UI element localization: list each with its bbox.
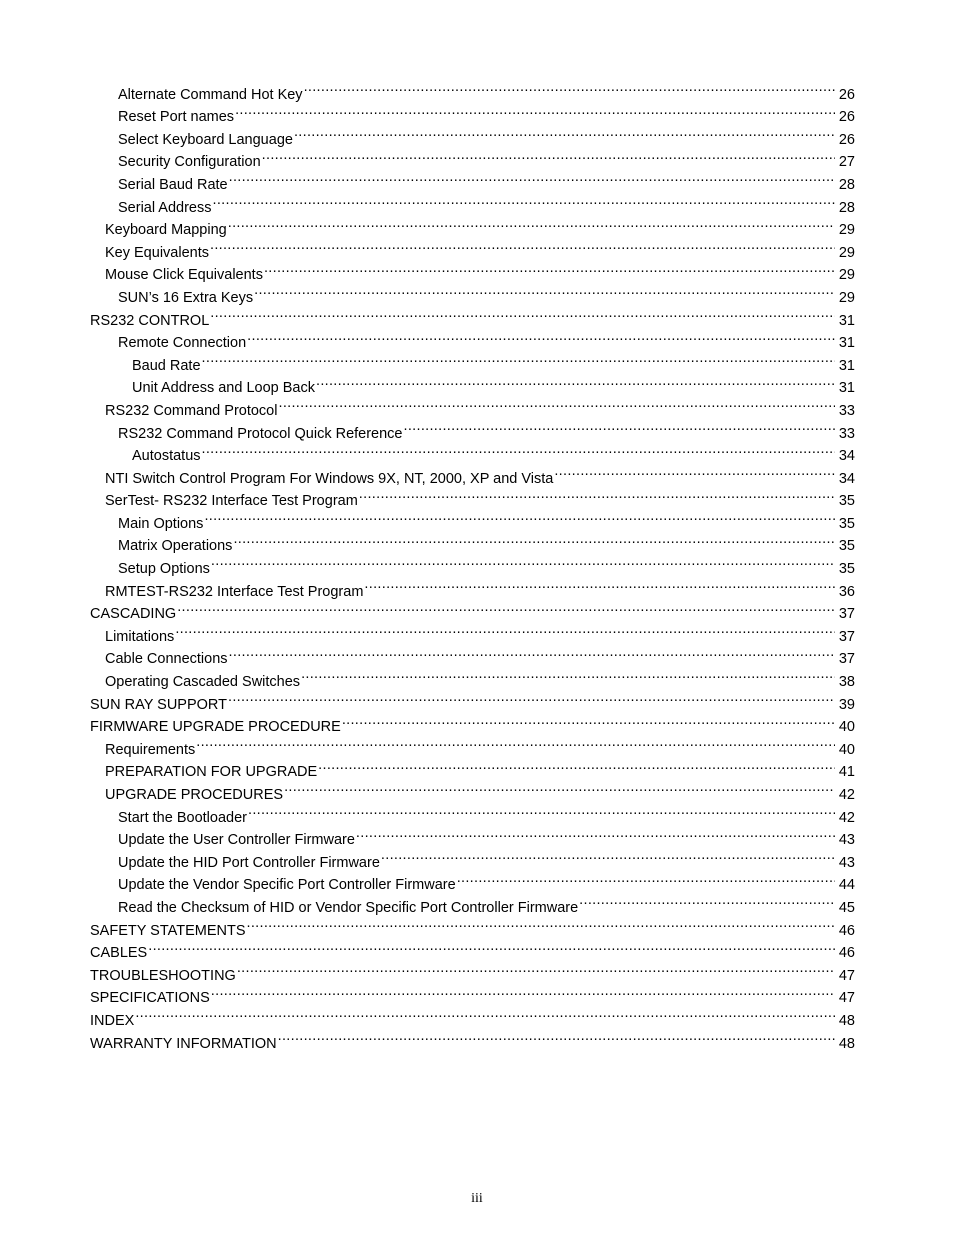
toc-dot-leader [211,550,835,573]
toc-entry-title: Mouse Click Equivalents [105,264,264,287]
toc-entry-page: 48 [838,1012,855,1029]
toc-entry-title: Update the HID Port Controller Firmware [118,852,381,875]
toc-entry[interactable] [0,799,954,826]
toc-entry-title: Main Options [118,513,204,536]
toc-dot-leader [210,302,835,325]
toc-dot-leader [278,392,835,415]
toc-entry-title: Baud Rate [132,355,202,378]
toc-entry[interactable] [0,867,954,894]
toc-dot-leader [196,731,835,754]
toc-dot-leader [247,912,836,935]
toc-entry-title: Keyboard Mapping [105,219,228,242]
toc-dot-leader [237,957,835,980]
toc-entry-title: Update the User Controller Firmware [118,829,356,852]
toc-dot-leader [229,166,835,189]
toc-entry[interactable] [0,754,954,781]
toc-entry-title: Setup Options [118,558,211,581]
toc-dot-leader [248,799,835,822]
toc-entry[interactable] [0,528,954,555]
toc-entry-title: Requirements [105,739,196,762]
toc-entry-page: 29 [838,289,855,306]
toc-entry[interactable] [0,709,954,736]
toc-entry-title: Start the Bootloader [118,807,248,830]
toc-entry-page: 46 [838,922,855,939]
toc-entry[interactable] [0,144,954,171]
toc-dot-leader [213,189,836,212]
toc-entry[interactable] [0,121,954,148]
toc-dot-leader [579,889,835,912]
toc-entry-page: 33 [838,425,855,442]
toc-entry[interactable] [0,889,954,916]
toc-entry-page: 37 [838,651,855,668]
toc-entry-title: TROUBLESHOOTING [90,965,237,988]
toc-entry-title: Cable Connections [105,648,229,671]
toc-entry-page: 29 [838,267,855,284]
toc-entry-page: 36 [838,583,855,600]
toc-entry-page: 37 [838,628,855,645]
toc-dot-leader [175,618,835,641]
toc-dot-leader [228,686,835,709]
toc-entry-title: Unit Address and Loop Back [132,377,316,400]
toc-dot-leader [247,325,835,348]
toc-entry-page: 35 [838,561,855,578]
page-number: iii [471,1191,483,1206]
toc-entry-title: Serial Baud Rate [118,174,229,197]
toc-entry[interactable] [0,641,954,668]
toc-dot-leader [304,76,835,99]
toc-entry[interactable] [0,686,954,713]
toc-dot-leader [284,776,835,799]
toc-entry-title: NTI Switch Control Program For Windows 9X, NT, 2000, XP and Vista [105,468,554,491]
toc-entry[interactable] [0,234,954,261]
toc-entry[interactable] [0,822,954,849]
toc-entry-page: 29 [838,244,855,261]
toc-dot-leader [235,99,835,122]
toc-entry[interactable] [0,99,954,126]
toc-entry-page: 26 [838,131,855,148]
toc-entry[interactable] [0,347,954,374]
toc-entry-page: 39 [838,696,855,713]
toc-dot-leader [404,415,836,438]
toc-dot-leader [204,505,835,528]
toc-dot-leader [318,754,835,777]
toc-entry-page: 43 [838,832,855,849]
toc-entry-title: SUN RAY SUPPORT [90,694,228,717]
toc-dot-leader [254,279,835,302]
toc-entry-page: 42 [838,787,855,803]
toc-entry[interactable] [0,279,954,306]
toc-entry[interactable] [0,76,954,103]
toc-entry-title: RS232 Command Protocol Quick Reference [118,423,404,446]
toc-dot-leader [229,641,835,664]
toc-entry-page: 40 [838,719,855,736]
toc-entry[interactable] [0,325,954,352]
toc-entry-title: Alternate Command Hot Key [118,84,304,107]
toc-entry-title: CABLES [90,942,148,965]
toc-entry[interactable] [0,618,954,645]
toc-entry[interactable] [0,302,954,329]
toc-entry-page: 37 [838,606,855,623]
toc-entry-page: 47 [838,967,855,984]
toc-entry-title: SPECIFICATIONS [90,987,211,1010]
toc-entry-page: 26 [838,109,855,126]
toc-entry[interactable] [0,596,954,623]
toc-entry-title: PREPARATION FOR UPGRADE [105,761,318,784]
toc-entry[interactable] [0,415,954,442]
toc-entry[interactable] [0,980,954,1007]
toc-entry-page: 31 [838,380,855,397]
toc-entry[interactable] [0,731,954,758]
toc-entry-title: Remote Connection [118,332,247,355]
toc-entry[interactable] [0,438,954,465]
toc-entry-title: Autostatus [132,445,202,468]
toc-dot-leader [228,212,835,235]
toc-entry-page: 48 [838,1035,855,1052]
toc-entry-page: 44 [838,877,855,894]
toc-entry-page: 41 [838,764,855,781]
toc-entry-title: Operating Cascaded Switches [105,671,301,694]
toc-entry-page: 35 [838,515,855,532]
toc-entry-page: 28 [838,199,855,216]
toc-entry[interactable] [0,460,954,487]
toc-dot-leader [364,573,835,596]
toc-entry[interactable] [0,957,954,984]
toc-dot-leader [554,460,835,483]
toc-entry-page: 35 [838,493,855,510]
toc-entry[interactable] [0,912,954,939]
toc-dot-leader [356,822,835,845]
toc-entry-title: Reset Port names [118,106,235,129]
toc-entry-page: 26 [838,86,855,103]
toc-entry-page: 43 [838,854,855,871]
toc-entry-title: WARRANTY INFORMATION [90,1033,278,1056]
toc-entry-page: 31 [838,335,855,352]
toc-entry-page: 28 [838,176,855,193]
toc-entry-title: RMTEST-RS232 Interface Test Program [105,581,364,604]
toc-entry-page: 35 [838,538,855,555]
toc-entry-page: 34 [838,470,855,487]
toc-entry-title: Select Keyboard Language [118,129,294,152]
toc-entry-title: Read the Checksum of HID or Vendor Specific Port Controller Firmware [118,897,579,920]
toc-entry-page: 47 [838,990,855,1007]
toc-entry-title: Update the Vendor Specific Port Controller Firmware [118,874,457,897]
toc-entry-page: 27 [838,154,855,171]
toc-dot-leader [359,483,835,506]
toc-entry-title: RS232 CONTROL [90,310,210,333]
toc-entry-title: FIRMWARE UPGRADE PROCEDURE [90,716,342,739]
toc-entry[interactable] [0,370,954,397]
toc-entry-page: 38 [838,674,855,691]
toc-entry-page: 40 [838,741,855,758]
toc-dot-leader [211,980,835,1003]
toc-dot-leader [381,844,835,867]
toc-entry[interactable] [0,212,954,239]
toc-entry-page: 31 [838,312,855,329]
toc-entry-title: SAFETY STATEMENTS [90,920,247,943]
toc-entry-title: Security Configuration [118,151,262,174]
toc-dot-leader [457,867,835,890]
toc-entry[interactable] [0,573,954,600]
toc-entry[interactable] [0,505,954,532]
toc-dot-leader [148,935,835,958]
toc-entry-title: UPGRADE PROCEDURES [105,784,284,807]
toc-entry[interactable] [0,935,954,962]
toc-dot-leader [262,144,835,167]
toc-entry[interactable] [0,166,954,193]
toc-entry[interactable] [0,550,954,578]
toc-entry[interactable] [0,483,954,510]
toc-entry[interactable] [0,257,954,284]
toc-entry-page: 31 [838,357,855,374]
toc-entry[interactable] [0,189,954,216]
toc-entry-page: 33 [838,402,855,419]
toc-entry-title: CASCADING [90,603,177,626]
toc-entry-title: SerTest- RS232 Interface Test Program [105,490,359,513]
toc-dot-leader [342,709,835,732]
toc-entry-page: 42 [838,809,855,826]
toc-entry-title: Limitations [105,626,175,649]
toc-entry-title: Serial Address [118,197,213,220]
toc-entry[interactable] [0,392,954,419]
toc-dot-leader [278,1025,835,1048]
toc-entry[interactable] [0,663,954,691]
toc-entry-page: 29 [838,222,855,239]
toc-dot-leader [264,257,835,280]
toc-entry-title: Matrix Operations [118,535,233,558]
toc-dot-leader [210,234,835,257]
toc-dot-leader [233,528,835,551]
toc-entry-title: SUN’s 16 Extra Keys [118,287,254,310]
toc-entry-title: Key Equivalents [105,242,210,265]
toc-dot-leader [316,370,835,393]
toc-entry-title: INDEX [90,1010,135,1033]
toc-entry-page: 34 [838,448,855,465]
toc-entry[interactable] [0,776,954,803]
toc-dot-leader [202,347,835,370]
toc-entry[interactable] [0,1025,954,1052]
toc-dot-leader [177,596,835,619]
toc-dot-leader [202,438,835,461]
toc-dot-leader [135,1002,835,1025]
toc-entry-title: RS232 Command Protocol [105,400,278,423]
toc-dot-leader [301,663,835,686]
toc-entry[interactable] [0,1002,954,1029]
toc-entry-page: 45 [838,899,855,916]
toc-dot-leader [294,121,835,144]
toc-entry-page: 46 [838,945,855,962]
toc-entry[interactable] [0,844,954,871]
table-of-contents [0,76,954,1052]
